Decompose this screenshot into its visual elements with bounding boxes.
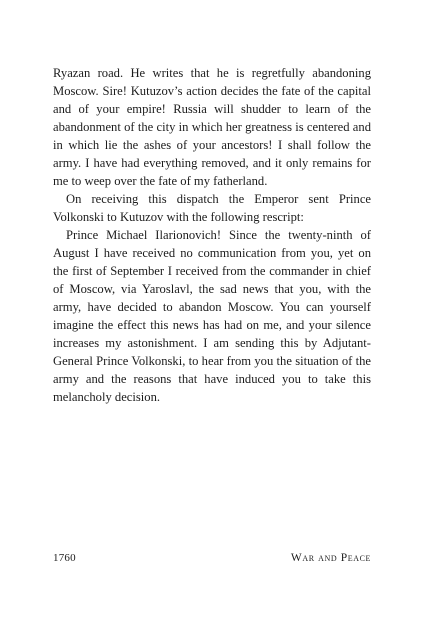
page-footer <box>53 552 371 570</box>
running-title: War and Peace <box>290 552 371 564</box>
paragraph-3: Prince Michael Ilarionovich! Since the twenty-ninth of August I have received no communication from you, yet on the first of September I received from the commander in chief of Moscow, via Yaroslavl, the sad news that you, with the army, have decided to abandon Moscow. You can yourself imagine the effect this news has had on me, and your silence increases my astonishment. I am sending this by Adjutant-General Prince Volkonski, to hear from you the situation of the army and the reasons that have induced you to take this melancholy decision. <box>53 228 371 404</box>
paragraph-2: On receiving this dispatch the Emperor sent Prince Volkonski to Kutuzov with the following rescript: <box>53 192 371 224</box>
page-number: 1760 <box>53 552 76 564</box>
body-text <box>53 64 371 406</box>
paragraph-1: Ryazan road. He writes that he is regretfully abandoning Moscow. Sire! Kutuzov’s action decides the fate of the capital and of your empire! Russia will shudder to learn of the abandonment of the city in which her greatness is centered and in which lie the ashes of your ancestors! I shall follow the army. I have had everything removed, and it only remains for me to weep over the fate of my fatherland. <box>53 66 371 188</box>
